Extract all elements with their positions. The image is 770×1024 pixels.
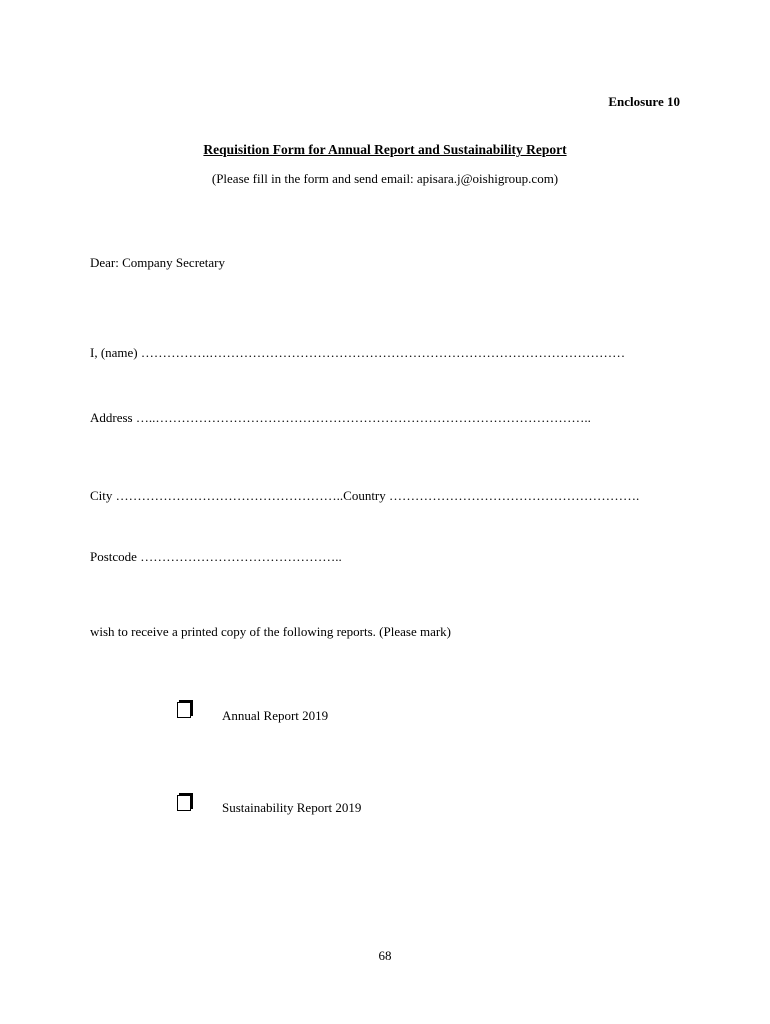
form-instructions: (Please fill in the form and send email: apisara.j@oishigroup.com) [211, 171, 559, 186]
enclosure-label: Enclosure 10 [608, 94, 680, 109]
form-title: Requisition Form for Annual Report and Sustainability Report [203, 142, 567, 157]
page-number: 68 [378, 948, 392, 963]
annual-report-checkbox[interactable] [177, 702, 191, 718]
salutation: Dear: Company Secretary [90, 255, 226, 270]
address-field-line: Address …..……………………………………………………………………………………….. [90, 410, 591, 425]
report-selection-instruction: wish to receive a printed copy of the following reports. (Please mark) [90, 624, 451, 639]
postcode-field-line: Postcode ……………………………………….. [90, 549, 342, 564]
city-country-field-line: City ……………………………………………..Country …………………………………………………. [90, 488, 640, 503]
annual-report-option-label: Annual Report 2019 [222, 708, 329, 723]
sustainability-report-checkbox[interactable] [177, 795, 191, 811]
sustainability-report-option-label: Sustainability Report 2019 [222, 800, 362, 815]
name-field-line: I, (name) …………….…………………………………………………………………………………… [90, 345, 626, 360]
